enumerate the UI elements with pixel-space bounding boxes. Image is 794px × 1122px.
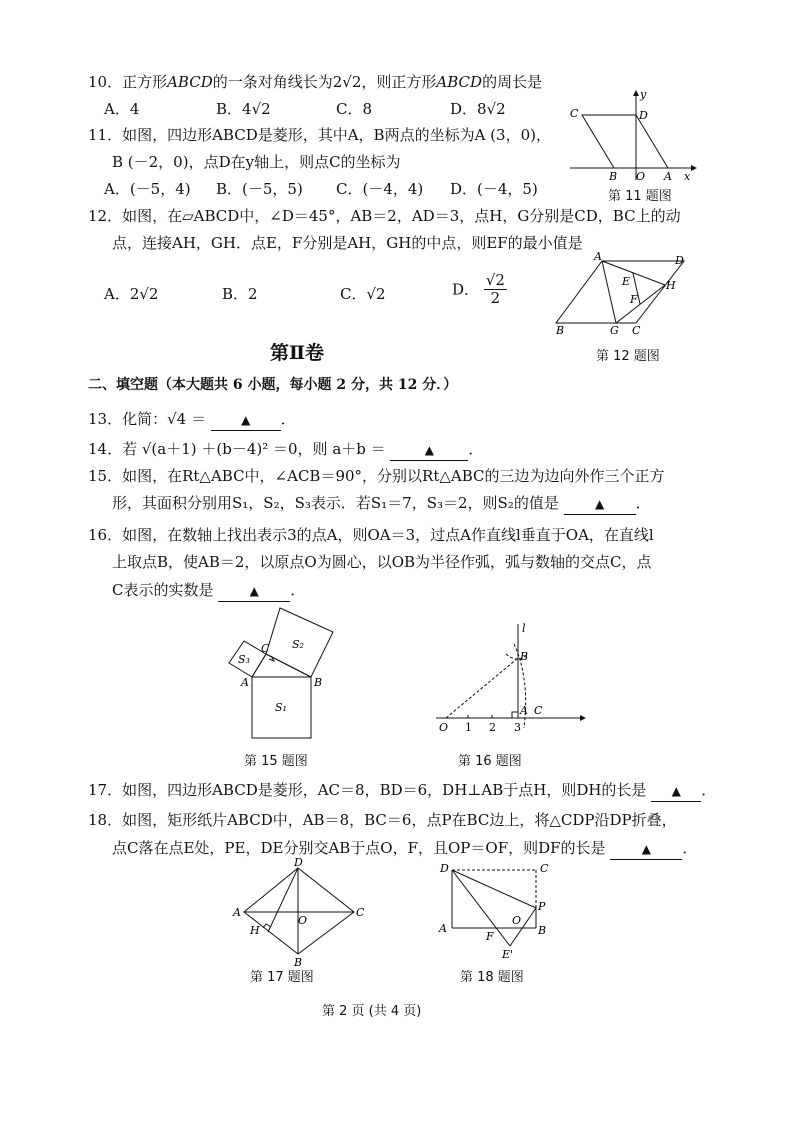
- q12-label-d: D: [675, 254, 684, 267]
- q18-label-f: F: [486, 930, 494, 943]
- q16-line2: 上取点B，使AB＝2，以原点O为圆心，以OB为半径作弧，弧与数轴的交点C，点: [112, 553, 652, 571]
- q15-label-s1: S₁: [275, 701, 287, 714]
- q16-label-o: O: [439, 721, 449, 734]
- q11-option-b: B．(－5，5): [216, 180, 303, 198]
- q12-caption: 第 12 题图: [596, 349, 660, 364]
- q18-figure: [436, 858, 566, 962]
- q12-option-d: D． $\frac{√2}{2}$: [452, 271, 505, 307]
- q10-option-b: B．4√2: [216, 100, 271, 118]
- q10-stem: 10．正方形ABCD的一条对角线长为2√2，则正方形ABCD的周长是: [88, 73, 543, 91]
- q10-option-d: D．8√2: [450, 100, 506, 118]
- q16-label-a: A: [520, 704, 528, 717]
- q17-label-h: H: [250, 924, 260, 937]
- q11-label-y: y: [640, 88, 647, 101]
- q17-answer-blank[interactable]: ▲: [651, 780, 701, 802]
- page-footer: 第 2 页 (共 4 页): [322, 1004, 422, 1019]
- q18-label-o: O: [512, 914, 522, 927]
- q11-label-x: x: [684, 170, 691, 183]
- q18-caption: 第 18 题图: [460, 970, 524, 985]
- q15-label-c: C: [261, 642, 270, 655]
- q12-label-h: H: [666, 279, 676, 292]
- q10-option-a: A．4: [104, 100, 140, 118]
- q11-option-c: C．(－4，4): [336, 180, 424, 198]
- q18-line1: 18．如图，矩形纸片ABCD中，AB＝8，BC＝6，点P在BC边上，将△CDP沿DP折叠，: [88, 811, 677, 829]
- q11-label-b: B: [609, 170, 618, 183]
- q11-line2: B (－2，0)，点D在y轴上，则点C的坐标为: [112, 153, 401, 171]
- q11-label-o: O: [636, 170, 646, 183]
- q11-label-d: D: [639, 109, 648, 122]
- q18-label-a: A: [439, 922, 447, 935]
- q17-label-d: D: [294, 856, 303, 869]
- q12-figure: [552, 252, 702, 342]
- q12-line2: 点，连接AH，GH．点E，F分别是AH，GH的中点，则EF的最小值是: [112, 234, 583, 252]
- q17-label-c: C: [356, 906, 365, 919]
- q18-label-c: C: [540, 862, 549, 875]
- q12-option-c: C．√2: [340, 285, 386, 303]
- q17-caption: 第 17 题图: [250, 970, 314, 985]
- section-title: 第Ⅱ卷: [270, 342, 325, 364]
- q13-stem: 13．化简：√4 ＝ ▲ ．: [88, 409, 296, 431]
- q15-caption: 第 15 题图: [244, 754, 308, 769]
- q12-option-a: A．2√2: [104, 285, 159, 303]
- q15-label-b: B: [314, 676, 323, 689]
- q16-figure: [432, 618, 592, 738]
- q16-tick-2: 2: [489, 721, 496, 734]
- q16-label-c: C: [534, 704, 543, 717]
- q16-line3: C表示的实数是 ▲ ．: [112, 580, 305, 602]
- q15-label-a: A: [241, 676, 249, 689]
- q12-option-b: B．2: [222, 285, 258, 303]
- q15-answer-blank[interactable]: ▲: [564, 493, 636, 515]
- q10-value: 2√2: [332, 73, 362, 91]
- q11-line1: 11．如图，四边形ABCD是菱形，其中A，B两点的坐标为A (3，0)，: [88, 126, 551, 144]
- q12-label-e: E: [622, 275, 631, 288]
- q15-line1: 15．如图，在Rt△ABC中，∠ACB＝90°，分别以Rt△ABC的三边为边向外作三个正方: [88, 467, 665, 485]
- q17-stem: 17．如图，四边形ABCD是菱形，AC＝8，BD＝6，DH⊥AB于点H，则DH的长是 ▲ ．: [88, 780, 716, 802]
- q17-label-b: B: [294, 956, 303, 969]
- q16-label-l: l: [522, 622, 526, 635]
- part2-title: 二、填空题（本大题共 6 小题，每小题 2 分，共 12 分．）: [88, 377, 458, 393]
- q11-caption: 第 11 题图: [608, 189, 672, 204]
- q16-line1: 16．如图，在数轴上找出表示3的点A，则OA＝3，过点A作直线l垂直于OA，在直线l: [88, 526, 654, 544]
- q18-line2: 点C落在点E处，PE，DE分别交AB于点O，F，且OP＝OF，则DF的长是 ▲ ．: [112, 838, 697, 860]
- q14-answer-blank[interactable]: ▲: [390, 439, 468, 461]
- q14-stem: 14．若 √(a＋1) ＋(b－4)² ＝0，则 a＋b ＝ ▲ ．: [88, 439, 483, 461]
- q16-label-b: B: [520, 650, 529, 663]
- q11-label-a: A: [664, 170, 672, 183]
- q18-label-e: E': [502, 948, 514, 961]
- q18-answer-blank[interactable]: ▲: [610, 838, 682, 860]
- q15-label-s3: S₃: [238, 653, 250, 666]
- q11-figure: [560, 88, 700, 183]
- q17-label-o: O: [298, 914, 308, 927]
- q12-label-c: C: [632, 324, 641, 337]
- q18-label-d: D: [440, 862, 449, 875]
- q17-figure: [232, 856, 372, 969]
- q16-caption: 第 16 题图: [458, 754, 522, 769]
- q11-option-a: A．(－5，4): [104, 180, 191, 198]
- q12-label-f: F: [630, 293, 638, 306]
- q15-line2: 形，其面积分别用S₁，S₂，S₃表示．若S₁＝7，S₃＝2，则S₂的值是 ▲ ．: [112, 493, 651, 515]
- q10-option-c: C．8: [336, 100, 373, 118]
- q18-label-p: P: [538, 900, 546, 913]
- q16-answer-blank[interactable]: ▲: [218, 580, 290, 602]
- q16-tick-3: 3: [514, 721, 521, 734]
- q12-label-a: A: [594, 250, 602, 263]
- q16-tick-1: 1: [465, 721, 472, 734]
- q15-label-s2: S₂: [292, 638, 304, 651]
- q11-option-d: D．(－4，5): [450, 180, 538, 198]
- q11-label-c: C: [570, 107, 579, 120]
- q12-label-g: G: [610, 324, 619, 337]
- q12-label-b: B: [556, 324, 565, 337]
- q15-figure: [226, 606, 336, 746]
- q18-label-b: B: [538, 924, 547, 937]
- q13-answer-blank[interactable]: ▲: [211, 409, 281, 431]
- q12-line1: 12．如图，在▱ABCD中，∠D＝45°，AB＝2，AD＝3，点H，G分别是CD，BC上的动: [88, 207, 681, 225]
- q17-label-a: A: [233, 906, 241, 919]
